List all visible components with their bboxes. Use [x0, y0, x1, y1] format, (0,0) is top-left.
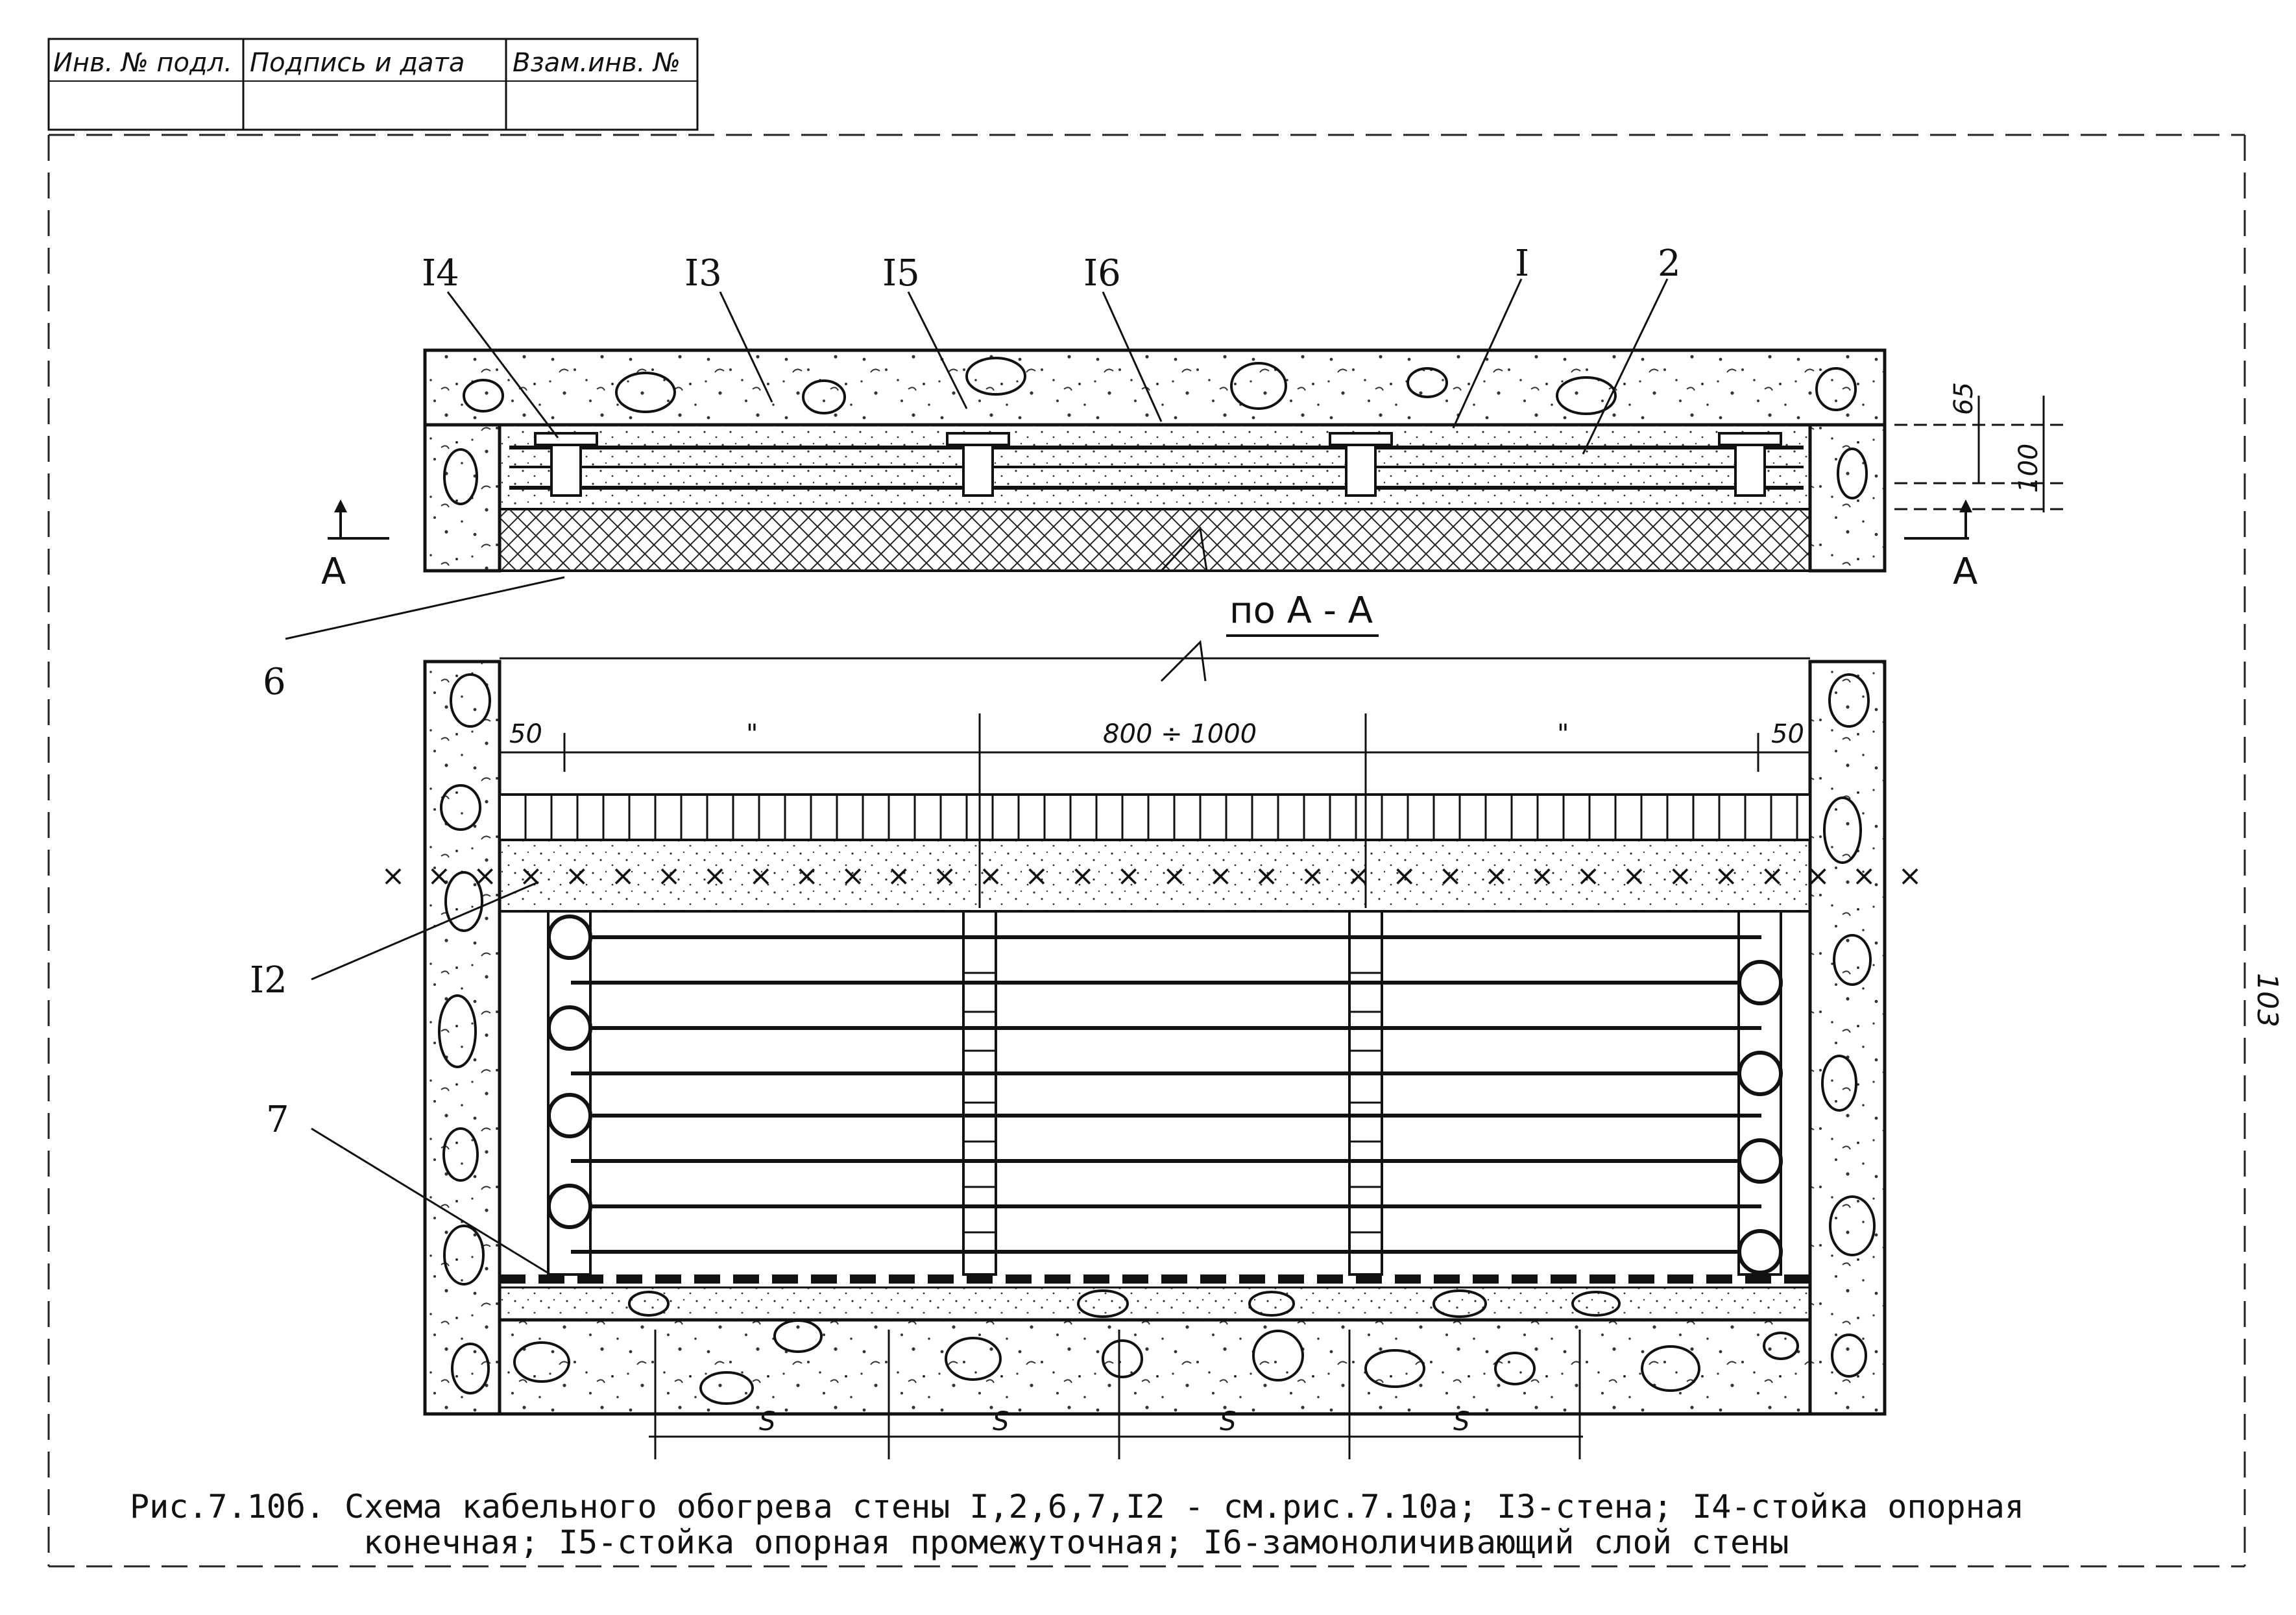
- stamp-inventory-number: Инв. № подл.: [53, 48, 232, 78]
- section-mark-left: A: [321, 551, 346, 593]
- dim-s-4: S: [1453, 1407, 1470, 1437]
- dim-50-left: 50: [509, 719, 542, 749]
- callout-6: 6: [263, 661, 286, 703]
- plan-view: [425, 350, 1885, 571]
- dim-ditto-right: ": [1557, 719, 1569, 749]
- title-block: [49, 39, 697, 130]
- dim-s-1: S: [759, 1407, 776, 1437]
- callout-1: I: [1515, 243, 1530, 285]
- callout-12: I2: [250, 959, 287, 1001]
- caption-line-2: конечная; I5-стойка опорная промежуточная; I6-замоноличивающий слой стены: [363, 1524, 1789, 1561]
- stamp-replacement-inventory: Взам.инв. №: [513, 48, 681, 78]
- section-mark-right: A: [1953, 551, 1978, 593]
- callout-13: I3: [684, 252, 722, 294]
- dim-65: 65: [1949, 382, 1979, 415]
- callout-14: I4: [422, 252, 459, 294]
- callout-7: 7: [266, 1099, 289, 1141]
- dim-50-right: 50: [1771, 719, 1804, 749]
- dim-100: 100: [2014, 443, 2044, 493]
- section-view: [381, 642, 1928, 1414]
- page-number: 103: [2251, 973, 2284, 1027]
- dim-s-3: S: [1220, 1407, 1237, 1437]
- heating-cable: [571, 937, 1761, 1252]
- dim-s-2: S: [993, 1407, 1009, 1437]
- callout-16: I6: [1083, 252, 1121, 294]
- svg-text:× × × × × × × × × × × × × × ×: × × × × × × × × × × × × × × × × × × × × × × × × × × × × × × × × × ×: [381, 859, 1929, 892]
- section-label: по А - А: [1229, 590, 1373, 632]
- dim-spacing: 800 ÷ 1000: [1103, 719, 1257, 749]
- stamp-signature-date: Подпись и дата: [250, 48, 465, 78]
- dim-ditto-left: ": [746, 719, 758, 749]
- callout-2: 2: [1658, 243, 1681, 285]
- callout-15: I5: [882, 252, 920, 294]
- caption-line-1: Рис.7.10б. Схема кабельного обогрева стены I,2,6,7,I2 - см.рис.7.10а; I3-стена; I4-стойка опорная: [130, 1488, 2024, 1525]
